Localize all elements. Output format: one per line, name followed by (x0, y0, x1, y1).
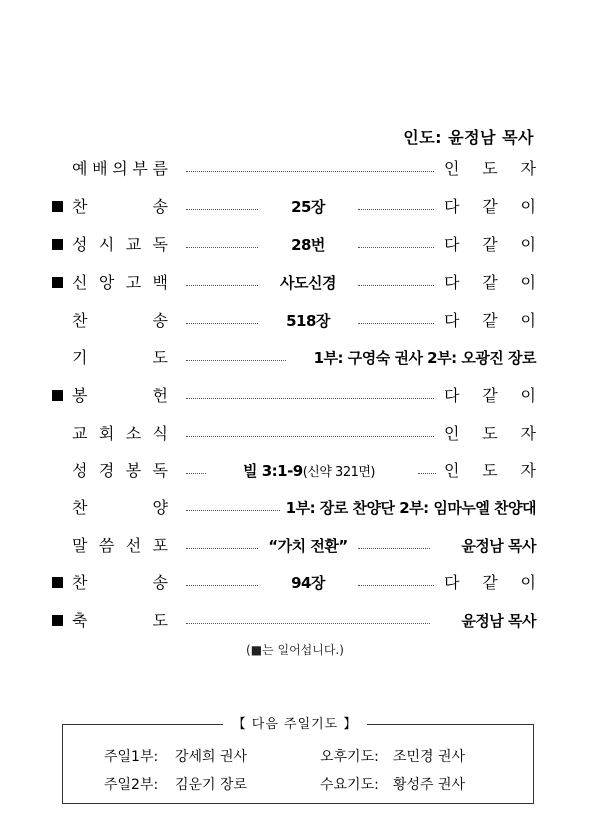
order-label-char: 경 (98, 461, 115, 480)
order-label-char: 송 (152, 197, 168, 216)
order-row (0, 310, 590, 332)
order-label-char: 신 (72, 273, 88, 292)
prayer-role-4: 수요기도: (320, 777, 379, 793)
order-row (0, 460, 590, 482)
order-label-char: 교 (72, 424, 88, 443)
order-label (72, 234, 168, 256)
order-center: 사도신경 (280, 274, 336, 292)
order-label-char: 씀 (98, 536, 115, 555)
order-responder-char: 인 (444, 424, 460, 443)
order-label (72, 497, 168, 519)
dotted-leader (186, 247, 258, 248)
order-label-char: 부 (132, 159, 148, 178)
order-center-sub: (신약 321면) (302, 465, 375, 480)
order-responder-char: 다 (444, 273, 460, 292)
order-responder-char: 같 (482, 235, 498, 254)
order-center: 518장 (286, 312, 330, 330)
order-label-char: 축 (72, 611, 88, 630)
prayer-role-1: 주일1부: (104, 749, 159, 765)
order-label-char: 시 (98, 235, 115, 254)
prayer-role-3: 주일2부: (104, 777, 159, 793)
standing-bullet-icon (52, 615, 63, 626)
order-row (0, 497, 590, 519)
order-row (0, 423, 590, 445)
dotted-leader (186, 360, 286, 361)
order-label-char: 헌 (152, 386, 168, 405)
dotted-leader (186, 285, 258, 286)
dotted-leader (186, 323, 258, 324)
dotted-leader (186, 171, 434, 172)
order-label-char: 백 (152, 273, 168, 292)
prayer-box-title-wrap (0, 713, 590, 732)
order-responder-char: 다 (444, 311, 460, 330)
order-label-char: 포 (152, 536, 168, 555)
prayer-name-2: 조민경 권사 (393, 749, 466, 765)
order-label-char: 봉 (125, 461, 142, 480)
dotted-leader (186, 209, 258, 210)
order-label (72, 610, 168, 632)
order-label-char: 도 (152, 611, 168, 630)
order-label (72, 310, 168, 332)
dotted-leader (358, 247, 434, 248)
order-row (0, 158, 590, 180)
order-label-char: 찬 (72, 573, 88, 592)
order-row (0, 196, 590, 218)
order-label (72, 460, 168, 482)
dotted-leader (358, 323, 434, 324)
order-label-char: 송 (152, 573, 168, 592)
dotted-leader (186, 510, 280, 511)
standing-bullet-icon (52, 577, 63, 588)
order-label-char: 도 (152, 348, 168, 367)
dotted-leader (358, 209, 434, 210)
order-responder (444, 423, 536, 445)
order-label-char: 예 (72, 159, 88, 178)
dotted-leader (418, 473, 436, 474)
dotted-leader (186, 473, 206, 474)
order-label-char: 식 (152, 424, 168, 443)
order-responder (444, 572, 536, 594)
order-responder (444, 272, 536, 294)
order-center: 94장 (291, 574, 325, 592)
order-row (0, 535, 590, 557)
order-label-char: 고 (125, 273, 142, 292)
order-responder-char: 같 (482, 273, 498, 292)
order-responder-char: 도 (482, 424, 498, 443)
order-label (72, 158, 168, 180)
order-responder (444, 158, 536, 180)
order-label-char: 찬 (72, 498, 88, 517)
order-responder-text: 1부: 구영숙 권사 2부: 오광진 장로 (313, 349, 536, 367)
order-label-char: 기 (72, 348, 88, 367)
order-responder-char: 같 (482, 573, 498, 592)
order-center (214, 460, 404, 484)
order-responder-char: 자 (520, 461, 536, 480)
order-label-char: 성 (72, 461, 88, 480)
order-label-char: 회 (98, 424, 115, 443)
order-responder-char: 같 (482, 311, 498, 330)
dotted-leader (358, 548, 430, 549)
order-label-char: 성 (72, 235, 88, 254)
order-responder-char: 같 (482, 386, 498, 405)
order-responder-char: 이 (520, 197, 536, 216)
order-responder-char: 다 (444, 573, 460, 592)
standing-bullet-icon (52, 239, 63, 250)
order-center: 25장 (291, 198, 325, 216)
order-responder (444, 460, 536, 482)
order-responder-char: 같 (482, 197, 498, 216)
order-responder-char: 인 (444, 159, 460, 178)
dotted-leader (358, 285, 434, 286)
standing-note: (■는 일어섭니다.) (246, 643, 344, 657)
prayer-name-3: 김운기 장로 (175, 777, 248, 793)
dotted-leader (358, 585, 434, 586)
order-responder (444, 196, 536, 218)
order-responder (444, 385, 536, 407)
dotted-leader (186, 398, 434, 399)
prayer-box-title: 【 다음 주일기도 】 (223, 717, 368, 732)
order-responder-text: 윤정남 목사 (461, 612, 536, 630)
order-row (0, 234, 590, 256)
order-label-char: 소 (125, 424, 142, 443)
order-label (72, 347, 168, 369)
order-responder-char: 자 (520, 424, 536, 443)
standing-bullet-icon (52, 390, 63, 401)
order-row (0, 572, 590, 594)
dotted-leader (186, 585, 258, 586)
order-label-char: 앙 (98, 273, 115, 292)
order-responder-text: 윤정남 목사 (461, 537, 536, 555)
standing-bullet-icon (52, 201, 63, 212)
order-label-char: 말 (72, 536, 88, 555)
order-row (0, 272, 590, 294)
order-label-char: 찬 (72, 197, 88, 216)
order-responder-char: 다 (444, 235, 460, 254)
order-label-char: 배 (92, 159, 108, 178)
order-responder (444, 310, 536, 332)
order-label-char: 의 (112, 159, 128, 178)
order-label-char: 름 (152, 159, 168, 178)
order-label (72, 535, 168, 557)
prayer-name-1: 강세희 권사 (175, 749, 248, 765)
dotted-leader (186, 623, 430, 624)
order-responder-char: 다 (444, 197, 460, 216)
order-label (72, 272, 168, 294)
order-responder-char: 이 (520, 573, 536, 592)
standing-bullet-icon (52, 277, 63, 288)
order-label-char: 독 (152, 461, 168, 480)
order-responder-char: 이 (520, 311, 536, 330)
order-responder (444, 234, 536, 256)
dotted-leader (186, 548, 258, 549)
prayer-name-4: 황성주 권사 (393, 777, 466, 793)
order-label-char: 찬 (72, 311, 88, 330)
order-center: “가치 전환” (268, 537, 348, 555)
order-responder-text: 1부: 장로 찬양단 2부: 임마누엘 찬양대 (285, 499, 536, 517)
order-responder-char: 이 (520, 235, 536, 254)
order-responder-char: 다 (444, 386, 460, 405)
presider-heading: 인도: 윤정남 목사 (403, 128, 534, 147)
order-responder-char: 인 (444, 461, 460, 480)
order-row (0, 610, 590, 632)
order-responder-char: 도 (482, 461, 498, 480)
order-responder-char: 자 (520, 159, 536, 178)
order-center-main: 빌 3:1-9 (242, 462, 303, 480)
order-responder-char: 이 (520, 273, 536, 292)
order-label (72, 385, 168, 407)
order-label-char: 양 (152, 498, 168, 517)
dotted-leader (186, 436, 434, 437)
order-responder-char: 도 (482, 159, 498, 178)
prayer-role-2: 오후기도: (320, 749, 379, 765)
order-label-char: 교 (125, 235, 142, 254)
order-row (0, 385, 590, 407)
order-label (72, 423, 168, 445)
order-row (0, 347, 590, 369)
order-label-char: 송 (152, 311, 168, 330)
order-label-char: 선 (125, 536, 142, 555)
order-label (72, 196, 168, 218)
order-label-char: 독 (152, 235, 168, 254)
order-responder-char: 이 (520, 386, 536, 405)
order-label (72, 572, 168, 594)
order-center: 28번 (291, 236, 325, 254)
order-label-char: 봉 (72, 386, 88, 405)
